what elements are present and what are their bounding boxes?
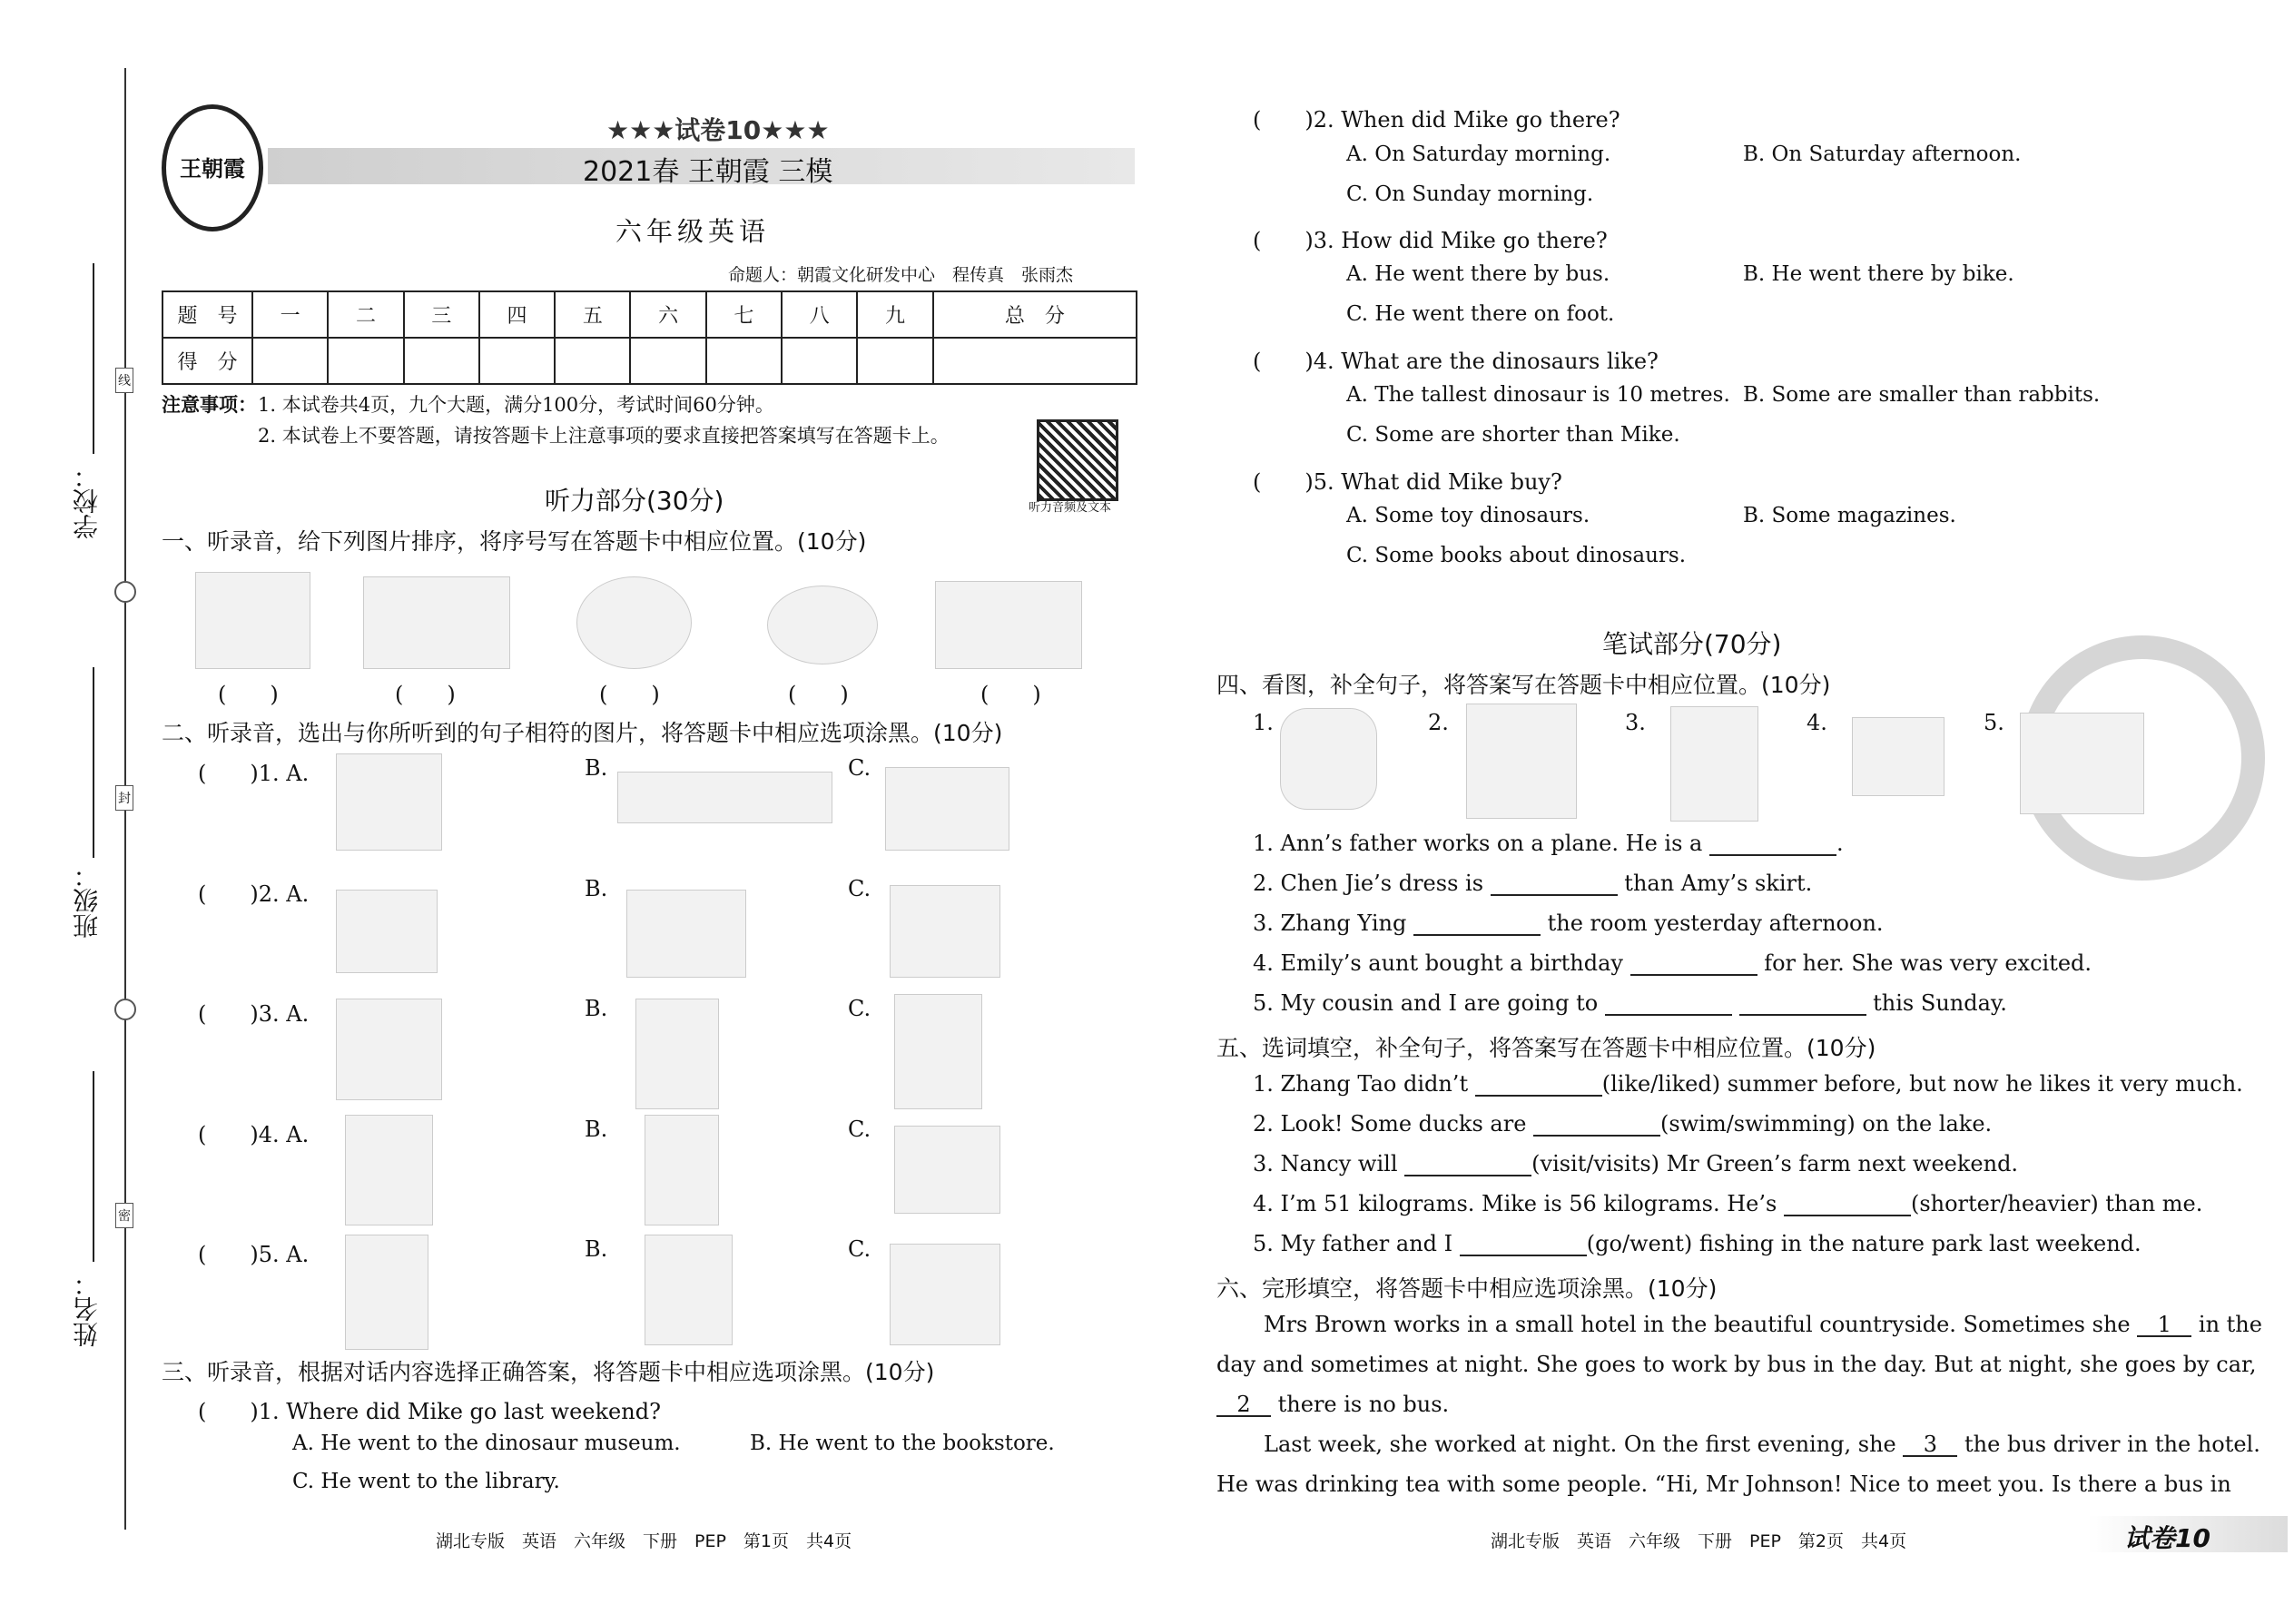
s4-picture-number: 3. — [1625, 710, 1646, 735]
s5-1-end: (like/liked) summer before, but now he likes it very much. — [1601, 1071, 2243, 1097]
s4-2-text: 2. Chen Jie’s dress is — [1253, 871, 1484, 896]
logo-emblem — [162, 104, 263, 231]
cloze-blank-1[interactable]: 1 — [2137, 1312, 2191, 1337]
cloze-blank-3[interactable]: 3 — [1903, 1432, 1957, 1457]
answer-blank[interactable] — [1460, 1231, 1587, 1256]
class-label: 班级： — [72, 862, 102, 939]
score-input-cell[interactable] — [404, 338, 479, 384]
picture-gift-box — [1852, 717, 1944, 796]
punch-hole-icon — [114, 999, 136, 1020]
s3-question-5: ( )5. What did Mike buy? — [1253, 469, 1562, 495]
answer-blank[interactable] — [1533, 1111, 1660, 1137]
cloze-line-1 — [1264, 1312, 2262, 1337]
paper-badge-text: 试卷10 — [2124, 1523, 2210, 1553]
s5-3-end: (visit/visits) Mr Green’s farm next weekend. — [1531, 1151, 2019, 1176]
s2-question: ( )2. A. — [198, 881, 310, 907]
s4-sentence-2 — [1253, 871, 1812, 896]
answer-blank[interactable] — [1739, 990, 1866, 1016]
cloze-line-4 — [1264, 1432, 2260, 1457]
score-table-score-row — [162, 338, 1137, 384]
s3-question-4: ( )4. What are the dinosaurs like? — [1253, 349, 1659, 374]
s4-1-text: 1. Ann’s father works on a plane. He is a — [1253, 831, 1703, 856]
s3-q3-option-c[interactable]: C. He went there on foot. — [1346, 302, 1615, 326]
exam-number: ★★★试卷10★★★ — [606, 115, 830, 145]
section-5-title: 五、选词填空，补全句子，将答案写在答题卡中相应位置。(10分) — [1216, 1035, 1876, 1061]
s2-question: ( )4. A. — [198, 1122, 310, 1147]
s5-3-text: 3. Nancy will — [1253, 1151, 1398, 1176]
s3-q2-option-a[interactable]: A. On Saturday morning. — [1346, 143, 1611, 166]
writing-title: 笔试部分(70分) — [1602, 629, 1782, 659]
cloze-blank-2[interactable]: 2 — [1216, 1392, 1271, 1417]
picture-cinema — [890, 885, 1000, 978]
answer-blank[interactable] — [1709, 831, 1836, 856]
s4-4-end: for her. She was very excited. — [1764, 950, 2092, 976]
s3-q1-option-c[interactable]: C. He went to the library. — [292, 1470, 560, 1493]
s5-5-text: 5. My father and I — [1253, 1231, 1453, 1256]
punch-hole-icon — [114, 581, 136, 603]
picture-girl-reading — [576, 576, 692, 669]
picture-girl-piano — [890, 1244, 1000, 1345]
footer-right: 湖北专版 英语 六年级 下册 PEP 第2页 共4页 — [1491, 1531, 1907, 1551]
footer-left: 湖北专版 英语 六年级 下册 PEP 第1页 共4页 — [436, 1531, 852, 1551]
cloze-text: the bus driver in the hotel. — [1964, 1432, 2260, 1457]
picture-girl-guitar — [645, 1235, 733, 1345]
s4-2-end: than Amy’s skirt. — [1624, 871, 1813, 896]
score-cell: 得 分 — [162, 338, 252, 384]
notes-label: 注意事项： — [162, 393, 257, 416]
section-3-title: 三、听录音，根据对话内容选择正确答案，将答题卡中相应选项涂黑。(10分) — [162, 1359, 935, 1385]
cloze-line-2: day and sometimes at night. She goes to work by bus in the day. But at night, she goes by car, — [1216, 1352, 2257, 1377]
exam-title: 2021春 王朝霞 三模 — [583, 156, 833, 188]
score-cell: 八 — [782, 291, 857, 338]
picture-boy-girl-tall — [894, 994, 982, 1109]
score-input-cell[interactable] — [782, 338, 857, 384]
school-field-line — [93, 263, 94, 454]
s3-q4-option-c[interactable]: C. Some are shorter than Mike. — [1346, 423, 1680, 447]
s5-1-text: 1. Zhang Tao didn’t — [1253, 1071, 1469, 1097]
s3-q3-option-a[interactable]: A. He went there by bus. — [1346, 262, 1610, 286]
score-cell: 总 分 — [933, 291, 1137, 338]
s3-q5-option-a[interactable]: A. Some toy dinosaurs. — [1346, 504, 1590, 527]
s3-q3-option-b[interactable]: B. He went there by bike. — [1743, 262, 2014, 286]
answer-blank[interactable] — [1413, 910, 1541, 936]
name-field-line — [93, 1071, 94, 1262]
s3-q4-option-a[interactable]: A. The tallest dinosaur is 10 metres. — [1346, 383, 1730, 407]
qr-code-icon[interactable] — [1037, 419, 1118, 501]
s4-sentence-1 — [1253, 831, 1844, 856]
s3-q5-option-b[interactable]: B. Some magazines. — [1743, 504, 1956, 527]
score-cell: 六 — [630, 291, 705, 338]
s3-question-1: ( )1. Where did Mike go last weekend? — [198, 1399, 661, 1424]
s4-picture-number: 2. — [1428, 710, 1449, 735]
picture-man-with-camels — [935, 581, 1082, 669]
option-b-label[interactable]: B. — [585, 996, 608, 1021]
score-input-cell[interactable] — [555, 338, 630, 384]
s5-sentence-2 — [1253, 1111, 1992, 1137]
picture-boy-cooking — [894, 1126, 1000, 1214]
option-c-label[interactable]: C. — [848, 1117, 871, 1142]
picture-boy-jumping — [645, 1115, 719, 1225]
picture-two-people-talking — [363, 576, 510, 669]
picture-stadium — [767, 586, 878, 664]
s5-sentence-3 — [1253, 1151, 2018, 1176]
score-table — [162, 290, 1137, 385]
picture-pilot — [1280, 708, 1377, 810]
s5-sentence-4 — [1253, 1191, 2202, 1216]
section-4-title: 四、看图，补全句子，将答案写在答题卡中相应位置。(10分) — [1216, 672, 1831, 698]
score-table-header-row — [162, 291, 1137, 338]
order-blank[interactable]: ( ) — [980, 682, 1041, 707]
picture-boy-running — [345, 1115, 433, 1225]
picture-two-girls — [1466, 704, 1577, 819]
s5-4-text: 4. I’m 51 kilograms. Mike is 56 kilograms. He’s — [1253, 1191, 1777, 1216]
subject-title: 六年级英语 — [615, 216, 771, 247]
note-2: 2. 本试卷上不要答题，请按答题卡上注意事项的要求直接把答案填写在答题卡上。 — [258, 425, 950, 447]
s4-4-text: 4. Emily’s aunt bought a birthday — [1253, 950, 1623, 976]
cloze-line-5: He was drinking tea with some people. “Hi, Mr Johnson! Nice to meet you. Is there a bus in — [1216, 1471, 2231, 1497]
seal-mark-line: 线 — [115, 368, 133, 393]
s3-q5-option-c[interactable]: C. Some books about dinosaurs. — [1346, 544, 1687, 567]
s5-2-end: (swim/swimming) on the lake. — [1660, 1111, 1993, 1137]
class-field-line — [93, 667, 94, 858]
picture-tree-sheep — [336, 753, 442, 851]
cloze-text: there is no bus. — [1277, 1392, 1450, 1417]
score-input-cell[interactable] — [933, 338, 1137, 384]
score-cell: 七 — [706, 291, 782, 338]
option-b-label[interactable]: B. — [585, 1117, 608, 1142]
s4-3-text: 3. Zhang Ying — [1253, 910, 1407, 936]
s3-q1-option-b[interactable]: B. He went to the bookstore. — [750, 1432, 1055, 1455]
order-blank[interactable]: ( ) — [599, 682, 660, 707]
answer-blank[interactable] — [1784, 1191, 1911, 1216]
s3-question-2: ( )2. When did Mike go there? — [1253, 107, 1620, 133]
score-input-cell[interactable] — [252, 338, 328, 384]
authors: 命题人：朝霞文化研发中心 程传真 张雨杰 — [728, 265, 1074, 285]
picture-girl-sweeping — [1670, 706, 1758, 822]
s5-4-end: (shorter/heavier) than me. — [1910, 1191, 2203, 1216]
s3-q2-option-c[interactable]: C. On Sunday morning. — [1346, 182, 1594, 206]
s4-sentence-3 — [1253, 910, 1884, 936]
option-b-label[interactable]: B. — [585, 876, 608, 901]
s5-sentence-1 — [1253, 1071, 2243, 1097]
score-cell: 题 号 — [162, 291, 252, 338]
s5-sentence-5 — [1253, 1231, 2141, 1256]
section-1-title: 一、听录音，给下列图片排序，将序号写在答题卡中相应位置。(10分) — [162, 528, 867, 555]
qr-caption: 听力音频及文本 — [1029, 501, 1112, 515]
answer-blank[interactable] — [1605, 990, 1732, 1016]
note-1: 1. 本试卷共4页，九个大题，满分100分，考试时间60分钟。 — [258, 394, 774, 416]
picture-elephant-audience — [336, 890, 438, 973]
answer-blank[interactable] — [1630, 950, 1757, 976]
s3-q1-option-a[interactable]: A. He went to the dinosaur museum. — [292, 1432, 681, 1455]
seal-mark-seal: 封 — [115, 785, 133, 811]
order-blank[interactable]: ( ) — [788, 682, 849, 707]
picture-cows — [617, 772, 832, 823]
s4-picture-number: 5. — [1984, 710, 2004, 735]
picture-horses — [885, 767, 1009, 851]
option-c-label[interactable]: C. — [848, 1236, 871, 1262]
listening-title: 听力部分(30分) — [545, 486, 724, 516]
s4-5-end: this Sunday. — [1873, 990, 2007, 1016]
s2-question: ( )5. A. — [198, 1242, 310, 1267]
picture-girl-pipa — [345, 1235, 428, 1350]
s3-q4-option-b[interactable]: B. Some are smaller than rabbits. — [1743, 383, 2101, 407]
s4-5-text: 5. My cousin and I are going to — [1253, 990, 1599, 1016]
cloze-text: Last week, she worked at night. On the first evening, she — [1264, 1432, 1896, 1457]
cloze-line-3 — [1216, 1392, 1449, 1417]
answer-blank[interactable] — [1475, 1071, 1602, 1097]
option-c-label[interactable]: C. — [848, 755, 871, 781]
seal-mark-secret: 密 — [115, 1203, 133, 1228]
s4-1-end: . — [1836, 831, 1844, 856]
s3-q2-option-b[interactable]: B. On Saturday afternoon. — [1743, 143, 2022, 166]
section-6-title: 六、完形填空，将答题卡中相应选项涂黑。(10分) — [1216, 1275, 1718, 1302]
s4-sentence-4 — [1253, 950, 2092, 976]
s4-picture-number: 1. — [1253, 710, 1274, 735]
cloze-text: Mrs Brown works in a small hotel in the beautiful countryside. Sometimes she — [1264, 1312, 2131, 1337]
picture-classroom-kids — [626, 890, 746, 978]
score-input-cell[interactable] — [479, 338, 555, 384]
score-input-cell[interactable] — [706, 338, 782, 384]
section-2-title: 二、听录音，选出与你所听到的句子相符的图片，将答题卡中相应选项涂黑。(10分) — [162, 720, 1003, 746]
picture-two-boys — [635, 999, 719, 1109]
picture-scientist — [195, 572, 310, 669]
score-cell: 三 — [404, 291, 479, 338]
school-label: 学校： — [72, 463, 102, 539]
order-blank[interactable]: ( ) — [395, 682, 456, 707]
score-input-cell[interactable] — [630, 338, 705, 384]
score-input-cell[interactable] — [328, 338, 403, 384]
option-c-label[interactable]: C. — [848, 876, 871, 901]
score-input-cell[interactable] — [857, 338, 932, 384]
score-cell: 九 — [857, 291, 932, 338]
option-b-label[interactable]: B. — [585, 755, 608, 781]
logo-text: 王朝霞 — [180, 155, 245, 182]
score-cell: 一 — [252, 291, 328, 338]
s5-2-text: 2. Look! Some ducks are — [1253, 1111, 1527, 1137]
picture-boy-and-girl — [336, 999, 442, 1100]
s5-5-end: (go/went) fishing in the nature park last weekend. — [1586, 1231, 2141, 1256]
s4-3-end: the room yesterday afternoon. — [1547, 910, 1884, 936]
picture-kids-tennis — [2020, 713, 2144, 814]
option-b-label[interactable]: B. — [585, 1236, 608, 1262]
cloze-text: in the — [2198, 1312, 2262, 1337]
score-cell: 五 — [555, 291, 630, 338]
score-cell: 四 — [479, 291, 555, 338]
s3-question-3: ( )3. How did Mike go there? — [1253, 228, 1608, 253]
order-blank[interactable]: ( ) — [218, 682, 279, 707]
score-cell: 二 — [328, 291, 403, 338]
s4-sentence-5 — [1253, 990, 2007, 1016]
answer-blank[interactable] — [1404, 1151, 1531, 1176]
s4-picture-number: 4. — [1807, 710, 1827, 735]
s2-question: ( )1. A. — [198, 761, 310, 786]
name-label: 姓名： — [72, 1271, 102, 1347]
option-c-label[interactable]: C. — [848, 996, 871, 1021]
s2-question: ( )3. A. — [198, 1001, 310, 1027]
answer-blank[interactable] — [1491, 871, 1618, 896]
